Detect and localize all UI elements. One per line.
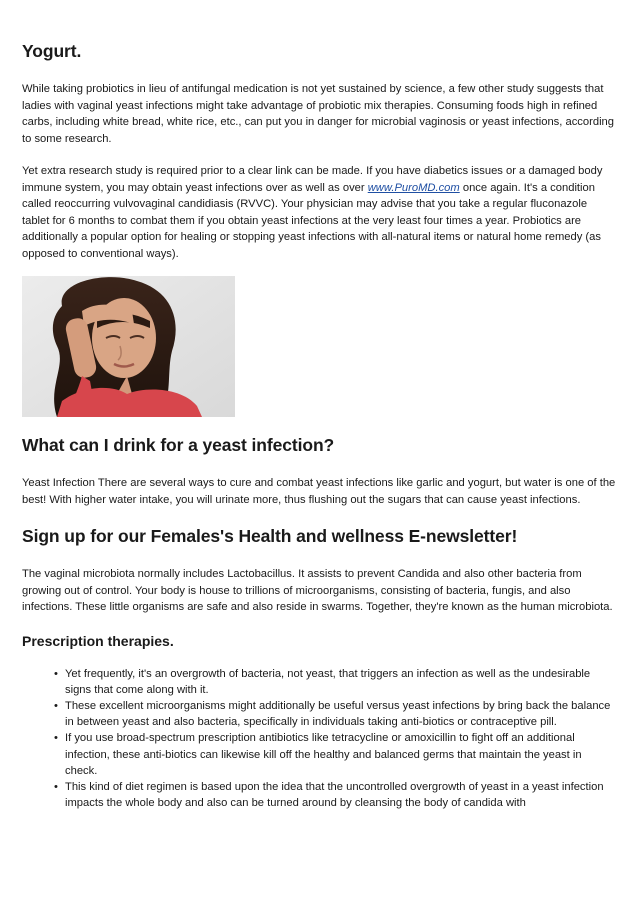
list-item-text: These excellent microorganisms might additionally be useful versus yeast infections by bring back the balance in between yeast and also bacteria, specifically in individuals taking anti-biotics or contraceptive pill. — [65, 699, 611, 729]
list-item — [56, 730, 616, 779]
newsletter-heading: Sign up for our Females's Health and wellness E-newsletter! — [22, 526, 518, 546]
yogurt-heading: Yogurt. — [22, 41, 82, 61]
list-item — [56, 698, 616, 730]
drink-heading: What can I drink for a yeast infection? — [22, 435, 335, 455]
drink-paragraph: Yeast Infection There are several ways to cure and combat yeast infections like garlic and yogurt, but water is one of the best! With higher water intake, you will urinate more, thus flushing out the sugars that can cause yeast infections. — [22, 477, 616, 506]
prescription-heading: Prescription therapies. — [22, 632, 174, 649]
woman-headache-photo — [22, 276, 235, 417]
list-item — [56, 779, 616, 811]
list-item-text: Yet frequently, it's an overgrowth of bacteria, not yeast, that triggers an infection as well as the undesirable signs that come along with it. — [65, 667, 591, 696]
list-item-text: If you use broad-spectrum prescription antibiotics like tetracycline or amoxicillin to fight off an additional infection, these anti-biotics can likewise kill off the healthy and balanced germs that maintain the yeast in check. — [65, 732, 582, 777]
bullet-icon: • — [54, 732, 58, 745]
yogurt-paragraph-2 — [22, 163, 616, 262]
bullet-icon: • — [54, 667, 58, 680]
list-item — [56, 666, 616, 698]
prescription-bullet-list — [22, 666, 616, 812]
list-item-text: This kind of diet regimen is based upon the idea that the uncontrolled overgrowth of yeast in a yeast infection impacts the whole body and also can be turned around by cleansing the body of candida with — [65, 780, 604, 810]
puromd-link[interactable]: www.PuroMD.com — [367, 181, 460, 194]
yogurt-paragraph-1: While taking probiotics in lieu of antifungal medication is not yet sustained by science, a few other study suggests that ladies with vaginal yeast infections might take advantage of probiotic mix therapies. Consuming foods high in refined carbs, including white bread, white rice, etc., can put you in danger for microbial vaginosis or yeast infections, according to some research. — [22, 83, 614, 145]
bullet-icon: • — [54, 780, 58, 793]
paragraph-text-after-link: once again. It's a condition called reoccurring vulvovaginal candidiasis (RVVC). Your physician may advise that you take a regular fluconazole tablet for 6 months to combat them if you obtain yeast infections at the very least four times a year. Probiotics are additionally a popular option for healing or stopping yeast infections with all-natural items or natural home remedy (as opposed to conventional ways). — [22, 181, 601, 260]
newsletter-paragraph: The vaginal microbiota normally includes Lactobacillus. It assists to prevent Candida and also other bacteria from growing out of control. Your body is house to trillions of microorganisms, consisting of bacteria, fungis, and also infections. These little organisms are safe and also reside in swarms. Together, they're known as the human microbiota. — [22, 568, 613, 613]
paragraph-text-before-link: Yet extra research study is required prior to a clear link can be made. If you have diabetics issues or a damaged body immune system, you may obtain yeast infections over as well as over — [22, 165, 603, 194]
bullet-icon: • — [54, 699, 58, 712]
